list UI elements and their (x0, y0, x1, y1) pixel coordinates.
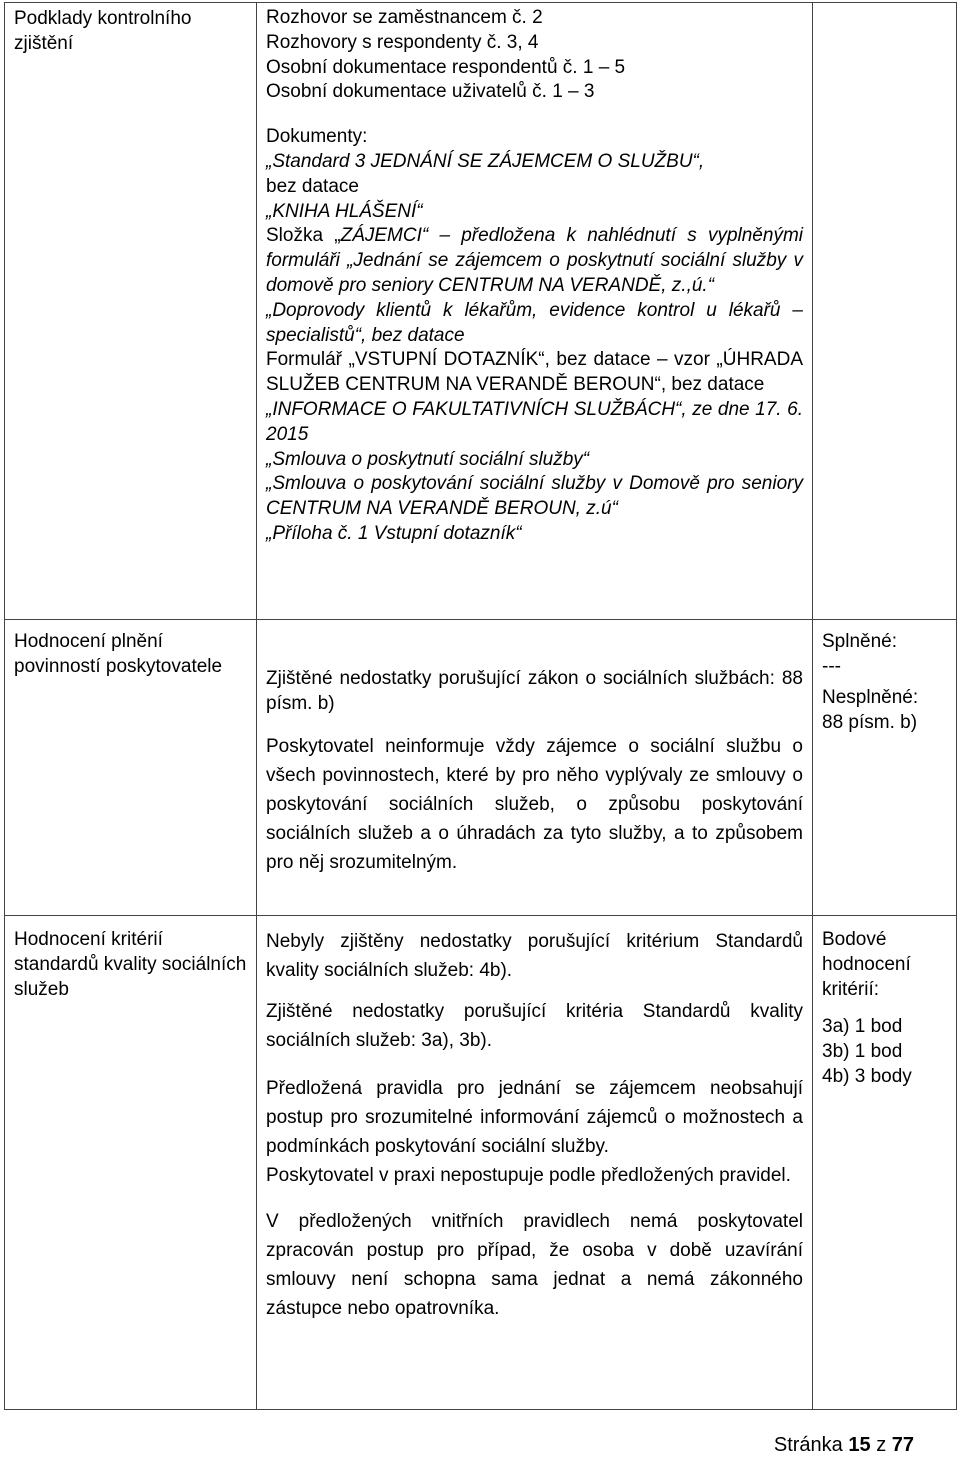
document-item: Složka „ZÁJEMCI“ – předložena k nahlédnutí s vyplněnými formuláři „Jednání se zájemcem o poskytnutí sociální služby v domově pro seniory CENTRUM NA VERANDĚ, z.,ú.“ (266, 225, 803, 296)
inspection-report-table (4, 2, 957, 1410)
source-line: Osobní dokumentace uživatelů č. 1 – 3 (266, 81, 595, 103)
findings-criteria: Zjištěné nedostatky porušující kritéria Standardů kvality sociálních služeb: 3a), 3b). (266, 1001, 803, 1051)
finding-law: Zjištěné nedostatky porušující zákon o sociálních službách: 88 písm. b) (266, 668, 803, 714)
fulfilled-value: --- (822, 656, 841, 677)
current-page-number: 15 (848, 1434, 871, 1456)
source-line: Rozhovory s respondenty č. 3, 4 (266, 31, 539, 53)
document-item: „Příloha č. 1 Vstupní dotazník“ (266, 522, 522, 544)
result-povinnosti (813, 620, 957, 916)
page-footer (774, 1433, 914, 1457)
page-footer-middle: z (876, 1434, 887, 1456)
finding-description: Poskytovatel neinformuje vždy zájemce o sociální službu o všech povinnostech, které by pro něho vyplývaly ze smlouvy o poskytování sociálních služeb, o způsobu poskytování sociálních služeb a o úhradách za tyto služby, a to způsobem pro něj srozumitelným. (266, 736, 803, 873)
source-line: Osobní dokumentace respondentů č. 1 – 5 (266, 56, 626, 78)
finding-description: V předložených vnitřních pravidlech nemá poskytovatel zpracován postup pro případ, že osoba v době uzavírání smlouvy není schopna sama jednat a nemá zákonného zástupce nebo opatrovníka. (266, 1211, 803, 1319)
score-item: 4b) 3 body (822, 1066, 912, 1087)
documents-heading: Dokumenty: (266, 126, 368, 148)
row-povinnosti (5, 620, 957, 916)
row-standardy (5, 916, 957, 1410)
unfulfilled-label: Nesplněné: (822, 687, 919, 708)
document-item: „Smlouva o poskytnutí sociální služby“ (266, 448, 590, 470)
row-podklady (5, 3, 957, 620)
fulfilled-label: Splněné: (822, 631, 898, 652)
page-footer-prefix: Stránka (773, 1434, 843, 1456)
document-item: „Doprovody klientů k lékařům, evidence kontrol u lékařů – specialistů“, bez datace (266, 299, 803, 346)
content-standardy (257, 916, 813, 1410)
label-podklady (5, 3, 257, 620)
document-item: Formulář „VSTUPNÍ DOTAZNÍK“, bez datace – vzor „ÚHRADA SLUŽEB CENTRUM NA VERANDĚ BEROUN“, bez datace (266, 349, 803, 396)
document-item: „KNIHA HLÁŠENÍ“ (266, 200, 423, 222)
label-podklady-text: Podklady kontrolního zjištění (14, 8, 192, 54)
content-podklady (257, 3, 813, 620)
document-item: „Smlouva o poskytování sociální služby v Domově pro seniory CENTRUM NA VERANDĚ BEROUN, z.ú“ (266, 473, 803, 520)
score-label: Bodové hodnocení kritérií: (822, 929, 911, 1000)
no-findings-criteria: Nebyly zjištěny nedostatky porušující kritérium Standardů kvality sociálních služeb: 4b). (266, 931, 803, 981)
source-line: Rozhovor se zaměstnancem č. 2 (266, 7, 543, 28)
finding-description: Poskytovatel v praxi nepostupuje podle předložených pravidel. (266, 1165, 791, 1186)
label-standardy-text: Hodnocení kritérií standardů kvality sociálních služeb (14, 929, 247, 1000)
label-povinnosti (5, 620, 257, 916)
total-page-count: 77 (891, 1434, 914, 1456)
content-povinnosti (257, 620, 813, 916)
document-item: „INFORMACE O FAKULTATIVNÍCH SLUŽBÁCH“, ze dne 17. 6. 2015 (266, 398, 803, 445)
finding-description: Předložená pravidla pro jednání se zájemcem neobsahují postup pro srozumitelné informování zájemců o možnostech a podmínkách poskytování sociální služby. (266, 1078, 803, 1157)
content-podklady-empty (813, 3, 957, 620)
document-item-note: bez datace (266, 175, 359, 197)
unfulfilled-value: 88 písm. b) (822, 712, 918, 733)
score-item: 3a) 1 bod (822, 1016, 903, 1037)
label-povinnosti-text: Hodnocení plnění povinností poskytovatele (14, 631, 223, 677)
label-standardy (5, 916, 257, 1410)
document-item: „Standard 3 JEDNÁNÍ SE ZÁJEMCEM O SLUŽBU“, (266, 150, 705, 172)
score-item: 3b) 1 bod (822, 1041, 903, 1062)
result-standardy (813, 916, 957, 1410)
